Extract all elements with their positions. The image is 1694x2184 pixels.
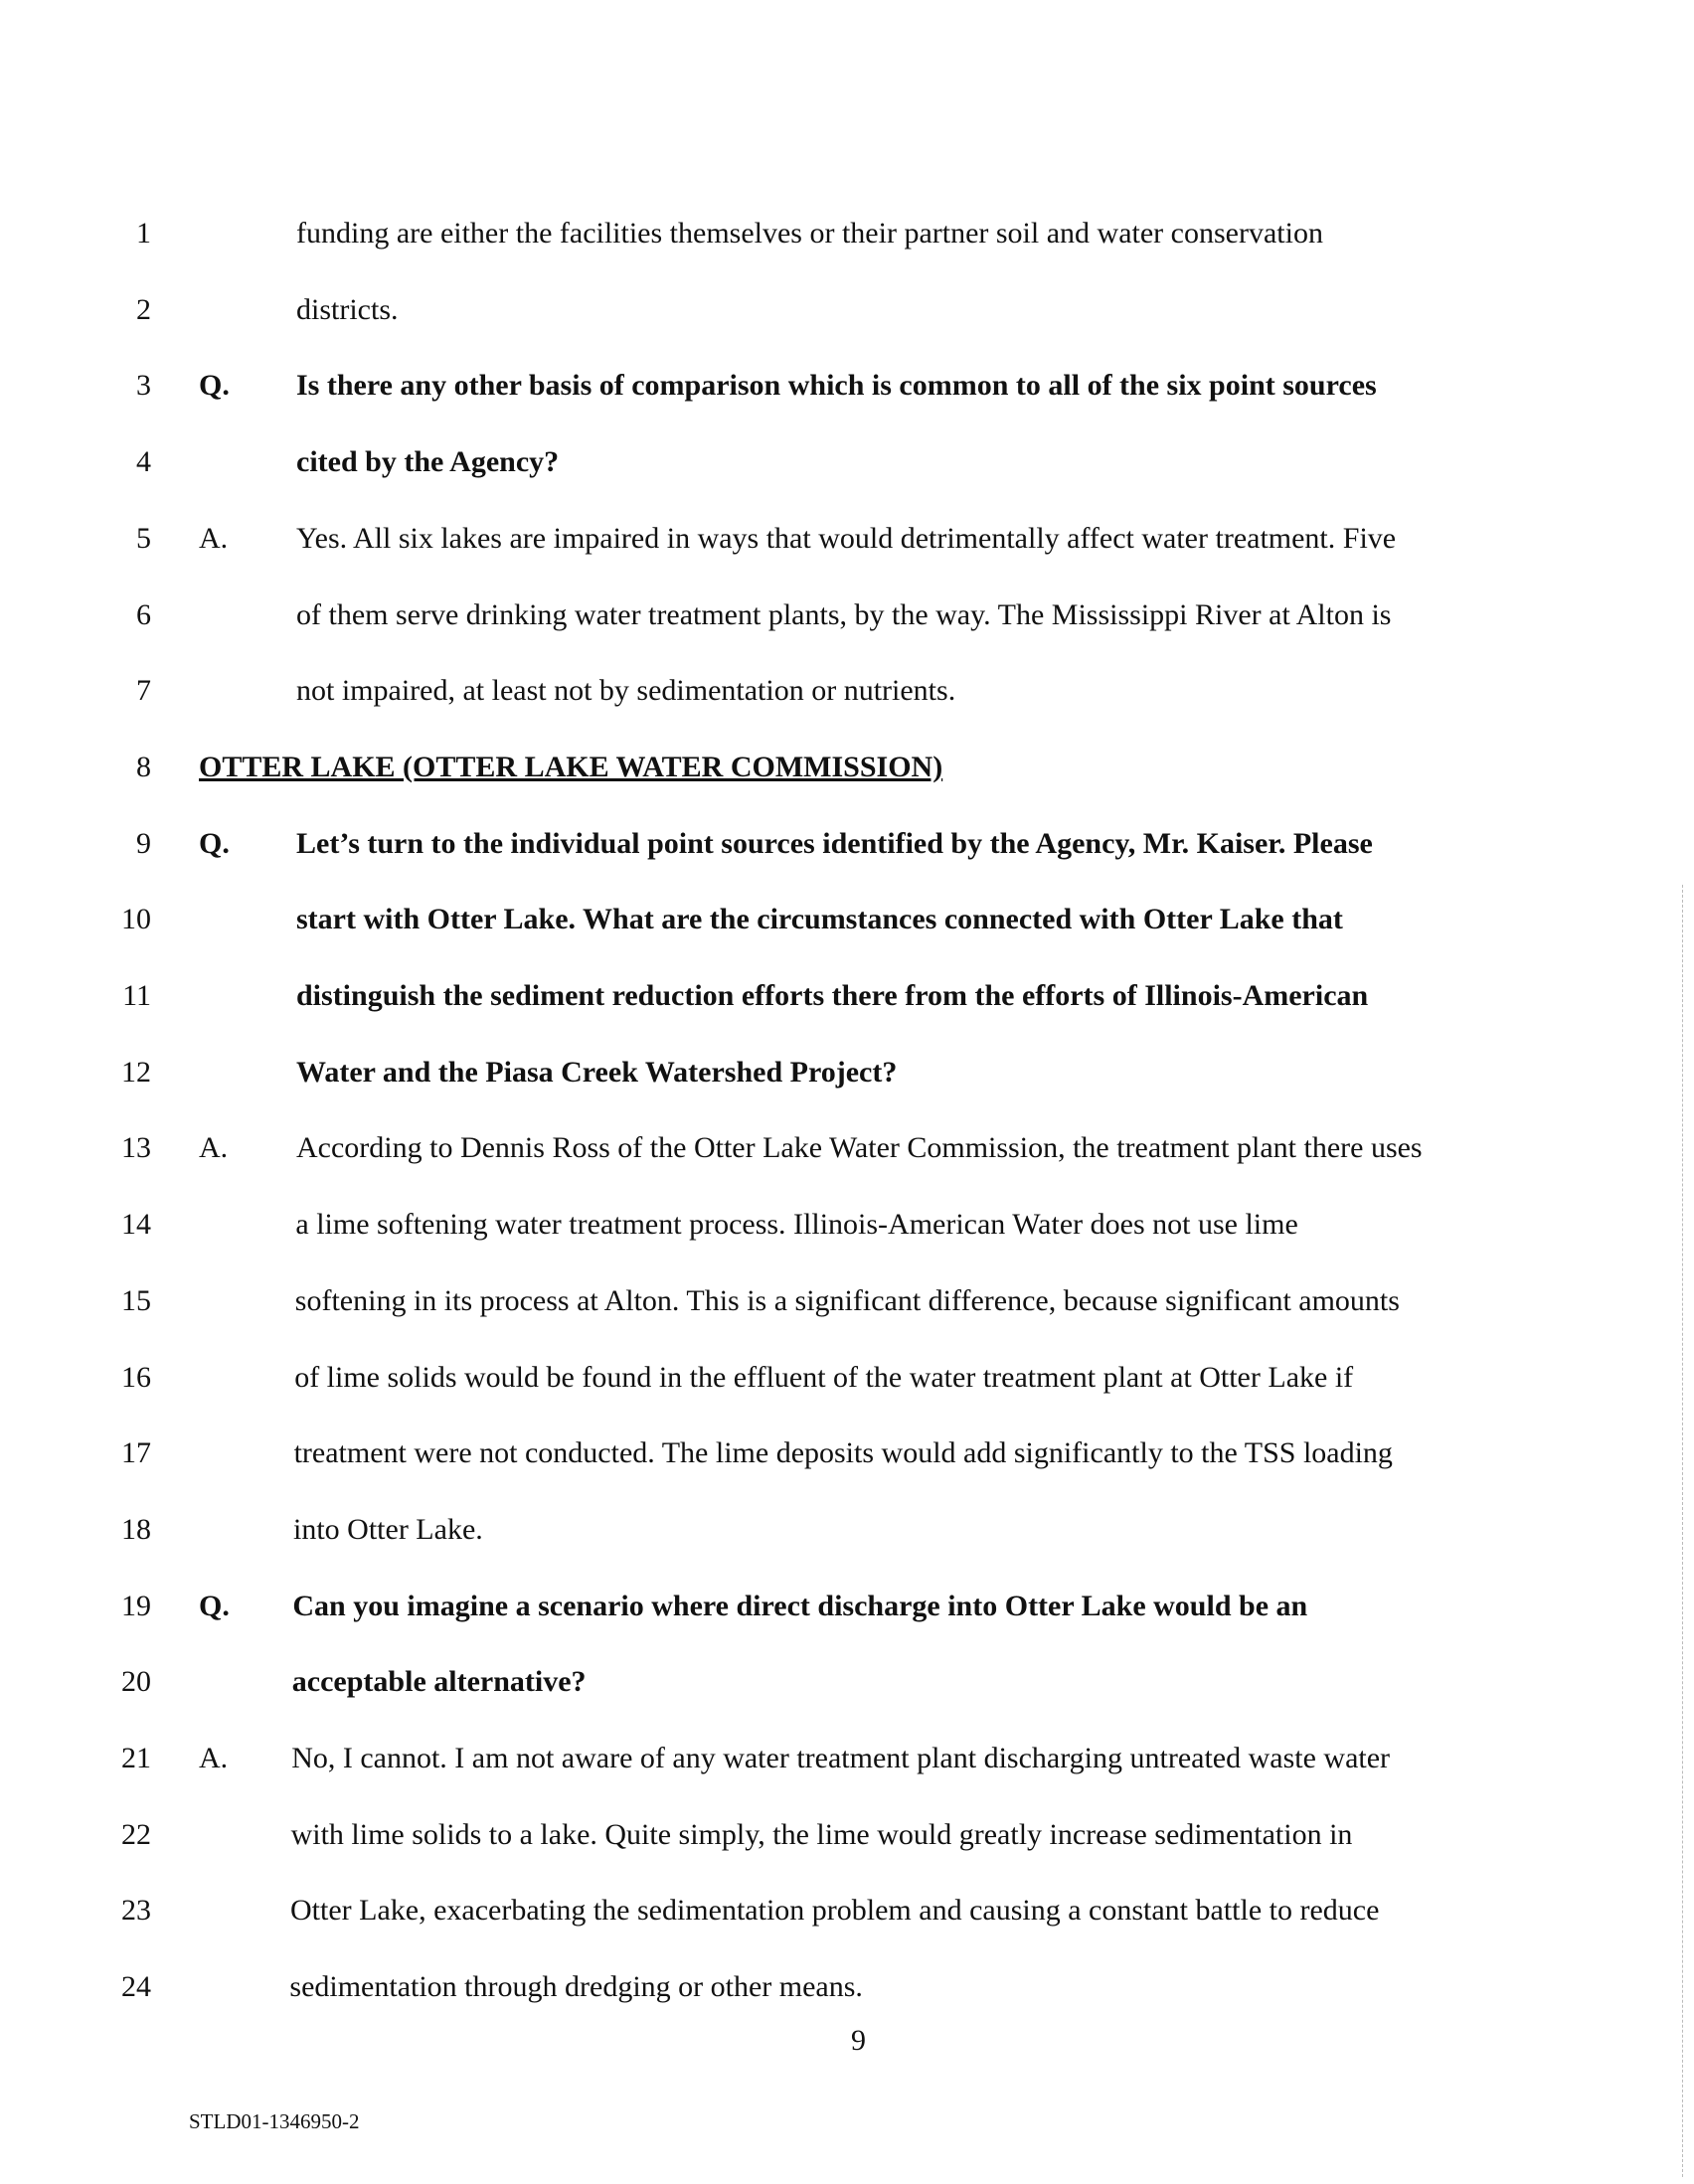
line-text: of them serve drinking water treatment plants, by the way. The Mississippi River at Alton is	[296, 597, 1392, 631]
line-text: districts.	[296, 292, 399, 326]
page-number: 9	[851, 2024, 866, 2057]
numbered-line	[0, 1205, 1694, 1245]
numbered-line	[0, 824, 1694, 864]
numbered-line	[0, 671, 1694, 711]
line-number: 6	[136, 597, 151, 631]
numbered-line	[0, 290, 1694, 330]
numbered-line	[0, 1662, 1694, 1702]
line-number: 17	[121, 1436, 151, 1470]
line-number: 13	[121, 1131, 151, 1165]
numbered-line	[0, 1053, 1694, 1092]
line-number: 16	[121, 1360, 151, 1394]
numbered-line	[0, 1739, 1694, 1778]
line-number: 19	[121, 1589, 151, 1622]
line-text: cited by the Agency?	[296, 445, 560, 479]
line-number: 18	[121, 1512, 151, 1546]
line-text: Water and the Piasa Creek Watershed Project?	[296, 1055, 898, 1089]
numbered-line	[0, 1815, 1694, 1855]
line-text: into Otter Lake.	[293, 1512, 483, 1546]
numbered-line	[0, 214, 1694, 253]
line-text: treatment were not conducted. The lime deposits would add significantly to the TSS loading	[293, 1436, 1393, 1470]
line-number: 14	[121, 1208, 151, 1242]
line-text: a lime softening water treatment process. Illinois-American Water does not use lime	[295, 1208, 1298, 1242]
numbered-line	[0, 595, 1694, 635]
line-number: 2	[136, 292, 151, 326]
line-text: Can you imagine a scenario where direct discharge into Otter Lake would be an	[292, 1589, 1308, 1622]
line-text: Let’s turn to the individual point sources identified by the Agency, Mr. Kaiser. Please	[296, 826, 1373, 860]
line-text: of lime solids would be found in the effluent of the water treatment plant at Otter Lake if	[294, 1360, 1354, 1394]
line-text: No, I cannot. I am not aware of any water treatment plant discharging untreated waste water	[291, 1742, 1391, 1774]
qa-label: A.	[199, 1131, 229, 1165]
document-id: STLD01-1346950-2	[189, 2109, 360, 2133]
line-text: start with Otter Lake. What are the circumstances connected with Otter Lake that	[296, 903, 1343, 936]
numbered-line	[0, 442, 1694, 482]
line-text: sedimentation through dredging or other means.	[289, 1970, 863, 2004]
line-number: 1	[136, 217, 151, 250]
numbered-line	[0, 1128, 1694, 1168]
line-number: 12	[121, 1055, 151, 1089]
line-number: 21	[121, 1742, 151, 1774]
line-text: Yes. All six lakes are impaired in ways that would detrimentally affect water treatment. Five	[296, 521, 1397, 555]
qa-label: A.	[199, 521, 229, 555]
line-number: 20	[121, 1665, 151, 1699]
line-number: 5	[136, 521, 151, 555]
line-text: softening in its process at Alton. This is a significant difference, because significant amounts	[294, 1283, 1400, 1317]
numbered-line	[0, 1587, 1694, 1626]
numbered-line	[0, 1358, 1694, 1398]
numbered-line	[0, 1967, 1694, 2007]
numbered-line	[0, 366, 1694, 406]
numbered-line	[0, 1433, 1694, 1473]
line-number: 22	[121, 1817, 151, 1851]
numbered-line	[0, 900, 1694, 939]
qa-label: Q.	[199, 369, 230, 403]
line-text: acceptable alternative?	[291, 1665, 587, 1699]
line-text: Is there any other basis of comparison which is common to all of the six point sources	[296, 369, 1377, 403]
numbered-line	[0, 1281, 1694, 1321]
numbered-line	[0, 519, 1694, 559]
line-number: 11	[122, 979, 151, 1012]
line-number: 7	[136, 674, 151, 708]
numbered-line	[0, 976, 1694, 1016]
line-text: with lime solids to a lake. Quite simply, the lime would greatly increase sedimentation in	[290, 1817, 1353, 1851]
section-heading-line	[0, 748, 1694, 787]
line-text: According to Dennis Ross of the Otter Lake Water Commission, the treatment plant there uses	[296, 1131, 1423, 1165]
line-number: 4	[136, 445, 151, 479]
numbered-line	[0, 1510, 1694, 1550]
line-number: 10	[121, 903, 151, 936]
line-text: funding are either the facilities themselves or their partner soil and water conservation	[296, 217, 1323, 250]
qa-label: Q.	[199, 826, 230, 860]
line-text: Otter Lake, exacerbating the sedimentation problem and causing a constant battle to reduce	[290, 1894, 1380, 1928]
line-text: distinguish the sediment reduction efforts there from the efforts of Illinois-American	[296, 979, 1369, 1012]
line-number: 23	[121, 1894, 151, 1928]
line-number: 24	[121, 1970, 151, 2004]
line-text: not impaired, at least not by sedimentation or nutrients.	[296, 674, 956, 708]
qa-label: Q.	[199, 1589, 230, 1622]
qa-label: A.	[199, 1742, 229, 1774]
line-text: OTTER LAKE (OTTER LAKE WATER COMMISSION)	[199, 750, 943, 783]
numbered-line	[0, 1891, 1694, 1931]
line-number: 8	[136, 750, 151, 783]
line-number: 9	[136, 826, 151, 860]
page-edge-divider	[1682, 885, 1683, 2177]
line-number: 3	[136, 369, 151, 403]
line-number: 15	[121, 1283, 151, 1317]
